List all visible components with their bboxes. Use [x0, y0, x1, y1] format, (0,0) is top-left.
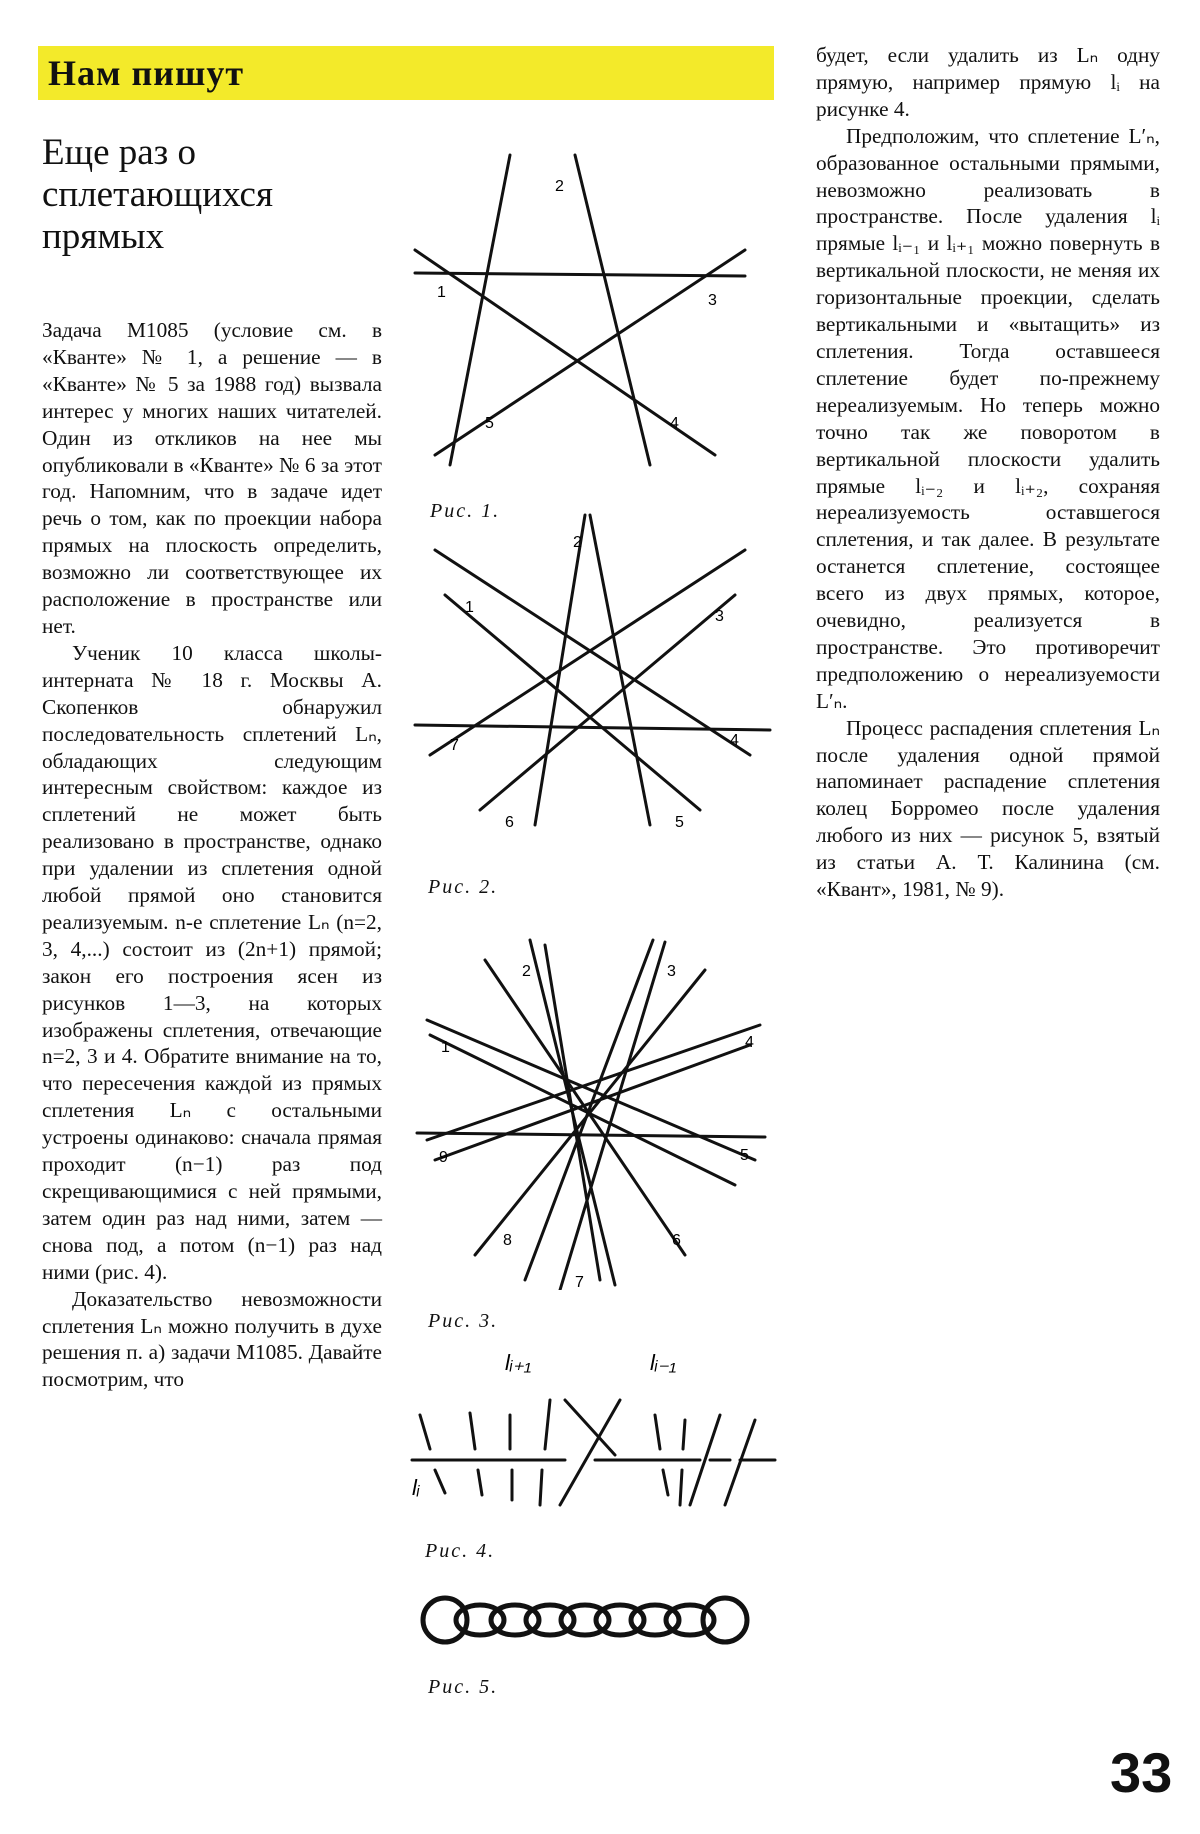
paragraph: Предположим, что сплетение L′ₙ, образованное остальными прямыми, невозможно реализовать в пространстве. После удаления lᵢ прямые lᵢ₋₁ и lᵢ₊₁ можно повернуть в вертикальной плоскости, не меняя их горизонтальные проекции, сделать вертикальными и «вытащить» из сплетения. Тогда оставшееся сплетение будет по-прежнему нереализуемым. Но теперь можно точно так же поворотом в вертикальной плоскости удалить прямые lᵢ₋₂ и lᵢ₊₂, сохраняя нереализуемость оставшегося сплетения, и так далее. В результате останется сплетение, состоящее всего из двух прямых, которое, очевидно, реализуется в пространстве. Это противоречит предположению о нереализуемости L′ₙ.: [816, 123, 1160, 713]
figure-3-label: 8: [503, 1232, 512, 1249]
figure-2-label: 4: [730, 732, 739, 749]
article-title: Еще раз о сплетающихся прямых: [42, 132, 273, 257]
figure-2-label: 7: [450, 737, 459, 754]
figure-4-caption: Рис. 4.: [425, 1540, 496, 1562]
figure-3-label: 1: [441, 1039, 450, 1056]
figure-4-label: lᵢ₊₁: [505, 1350, 532, 1375]
paragraph: Доказательство невозможности сплетения Lₙ можно получить в духе решения п. а) задачи М1085. Давайте посмотрим, что: [42, 1286, 382, 1392]
figure-1-label: 1: [437, 284, 446, 301]
figure-3-label: 6: [672, 1232, 681, 1249]
figure-3-diagram: [405, 930, 780, 1290]
left-text-column: [42, 317, 382, 1393]
figure-4-diagram: [400, 1345, 785, 1525]
figure-3-caption: Рис. 3.: [428, 1310, 499, 1332]
figure-3-label: 4: [745, 1034, 754, 1051]
section-banner: [38, 46, 774, 100]
figure-2-label: 3: [715, 608, 724, 625]
figure-1-label: 5: [485, 415, 494, 432]
figure-2-label: 2: [573, 534, 582, 551]
figure-3-label: 5: [740, 1147, 749, 1164]
figure-5-caption: Рис. 5.: [428, 1676, 499, 1698]
paragraph: будет, если удалить из Lₙ одну прямую, например прямую lᵢ на рисунке 4.: [816, 43, 1160, 121]
paragraph: Ученик 10 класса школы-интерната № 18 г. Москвы А. Скопенков обнаружил последовательность сплетений Lₙ, обладающих следующим интересным свойством: каждое из сплетений не может быть реализовано в пространстве, однако при удалении из сплетения одной любой прямой оно становится реализуемым. n-е сплетение Lₙ (n=2, 3, 4,...) состоит из (2n+1) прямой; закон его построения ясен из рисунков 1—3, на которых изображены сплетения, отвечающие n=2, 3 и 4. Обратите внимание на то, что пересечения каждой из прямых сплетения Lₙ с остальными устроены одинаково: сначала прямая проходит (n−1) раз под скрещивающимися с ней прямыми, затем один раз над ними, затем — снова под, а потом (n−1) раз над ними (рис. 4).: [42, 640, 382, 1284]
figure-1-label: 3: [708, 292, 717, 309]
figure-2-label: 5: [675, 814, 684, 831]
page-number: 33: [1110, 1741, 1173, 1804]
figure-2-label: 1: [465, 599, 474, 616]
figure-1-caption: Рис. 1.: [430, 500, 501, 522]
figure-1-label: 4: [670, 415, 679, 432]
figure-1-label: 2: [555, 178, 564, 195]
figure-5-diagram: [415, 1580, 765, 1660]
figure-3-label: 9: [439, 1149, 448, 1166]
paragraph: Процесс распадения сплетения Lₙ после удаления одной прямой напоминает распадение сплетения колец Борромео после удаления любого из них — рисунок 5, взятый из статьи А. Т. Калинина (см. «Квант», 1981, № 9).: [816, 715, 1160, 902]
figure-2-label: 6: [505, 814, 514, 831]
figure-2-diagram: [405, 505, 780, 835]
figure-1-diagram: [395, 135, 775, 485]
figure-4-label: lᵢ₋₁: [650, 1350, 677, 1375]
figure-2-caption: Рис. 2.: [428, 876, 499, 898]
figure-3-label: 7: [575, 1274, 584, 1290]
section-banner-text: Нам пишут: [48, 53, 245, 93]
paragraph: Задача М1085 (условие см. в «Кванте» № 1, а решение — в «Кванте» № 5 за 1988 год) вызвала интерес у многих наших читателей. Один из откликов на нее мы опубликовали в «Кванте» № 6 за этот год. Напомним, что в задаче идет речь о том, как по проекции набора прямых на плоскость определить, возможно ли соответствующее их расположение в пространстве или нет.: [42, 318, 382, 638]
figure-4-label: lᵢ: [412, 1475, 420, 1500]
figure-3-label: 3: [667, 963, 676, 980]
figure-3-label: 2: [522, 963, 531, 980]
right-text-column: [816, 42, 1160, 903]
